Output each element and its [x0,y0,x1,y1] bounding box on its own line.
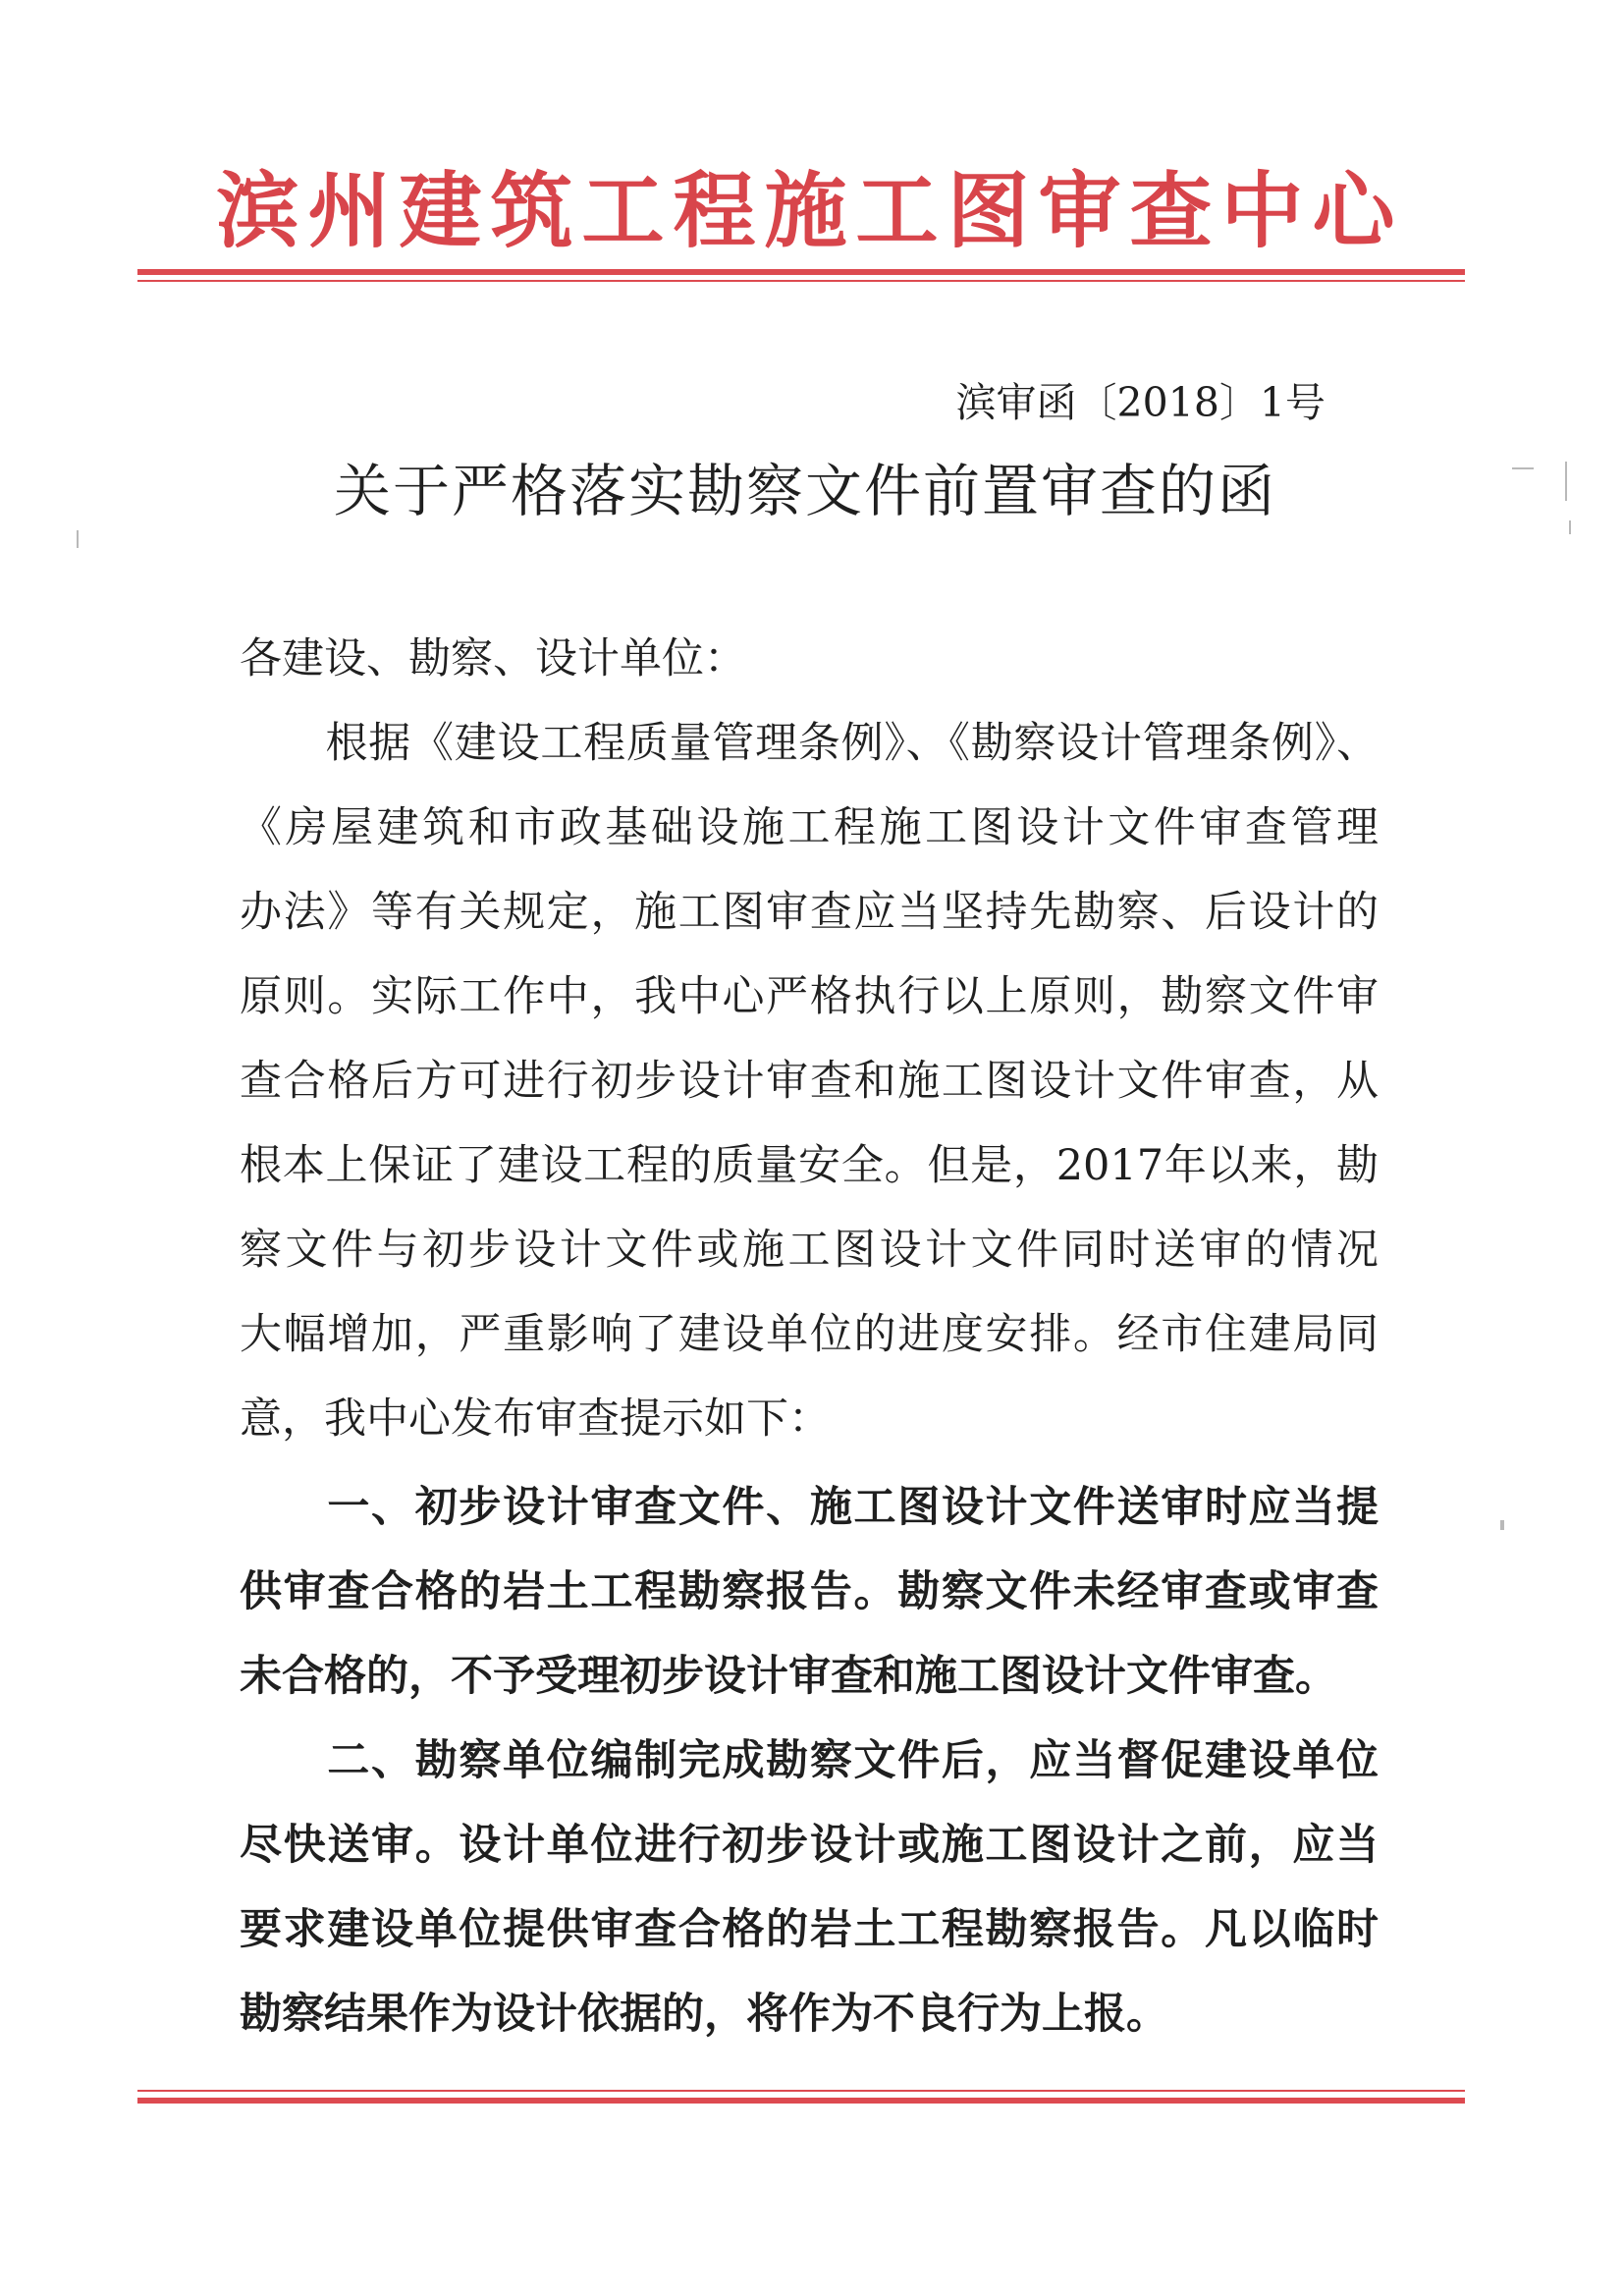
item-one-line: 供审查合格的岩土工程勘察报告。勘察文件未经审查或审查 [240,1567,1379,1616]
document-title: 关于严格落实勘察文件前置审查的函 [333,458,1276,524]
scan-speck [77,530,79,548]
body-line: 大幅增加，严重影响了建设单位的进度安排。经市住建局同 [240,1310,1379,1359]
item-two-line: 尽快送审。设计单位进行初步设计或施工图设计之前，应当 [240,1821,1379,1870]
header-rule-thick [137,269,1465,275]
body-line: 办法》等有关规定，施工图审查应当坚持先勘察、后设计的 [240,888,1379,937]
footer-rule-thin [137,2090,1465,2092]
body-line: 《房屋建筑和市政基础设施工程施工图设计文件审查管理 [240,803,1379,852]
item-two-line: 要求建设单位提供审查合格的岩土工程勘察报告。凡以临时 [240,1905,1379,1954]
body-line: 根本上保证了建设工程的质量安全。但是，2017年以来，勘 [240,1141,1379,1190]
item-two-line: 勘察结果作为设计依据的，将作为不良行为上报。 [240,1990,1168,2039]
body-line: 察文件与初步设计文件或施工图设计文件同时送审的情况 [240,1226,1379,1275]
scan-speck [1569,520,1571,534]
header-rule-thin [137,280,1465,282]
body-line: 根据《建设工程质量管理条例》、《勘察设计管理条例》、 [240,719,1379,768]
body-line: 原则。实际工作中，我中心严格执行以上原则，勘察文件审 [240,972,1379,1021]
body-line: 查合格后方可进行初步设计审查和施工图设计文件审查，从 [240,1057,1379,1106]
item-two-line: 二、勘察单位编制完成勘察文件后，应当督促建设单位 [240,1736,1379,1785]
document-number: 滨审函〔2018〕1号 [955,379,1325,426]
footer-rule-thick [137,2098,1465,2104]
scan-speck [1565,462,1567,501]
item-one-line: 一、初步设计审查文件、施工图设计文件送审时应当提 [240,1483,1379,1532]
org-header: 滨州建筑工程施工图审查中心 [216,162,1404,259]
item-one-line: 未合格的，不予受理初步设计审查和施工图设计文件审查。 [240,1652,1337,1701]
salutation: 各建设、勘察、设计单位： [240,634,746,683]
scan-speck [1512,467,1534,469]
scan-speck [1500,1520,1504,1530]
body-line: 意，我中心发布审查提示如下： [240,1394,831,1444]
